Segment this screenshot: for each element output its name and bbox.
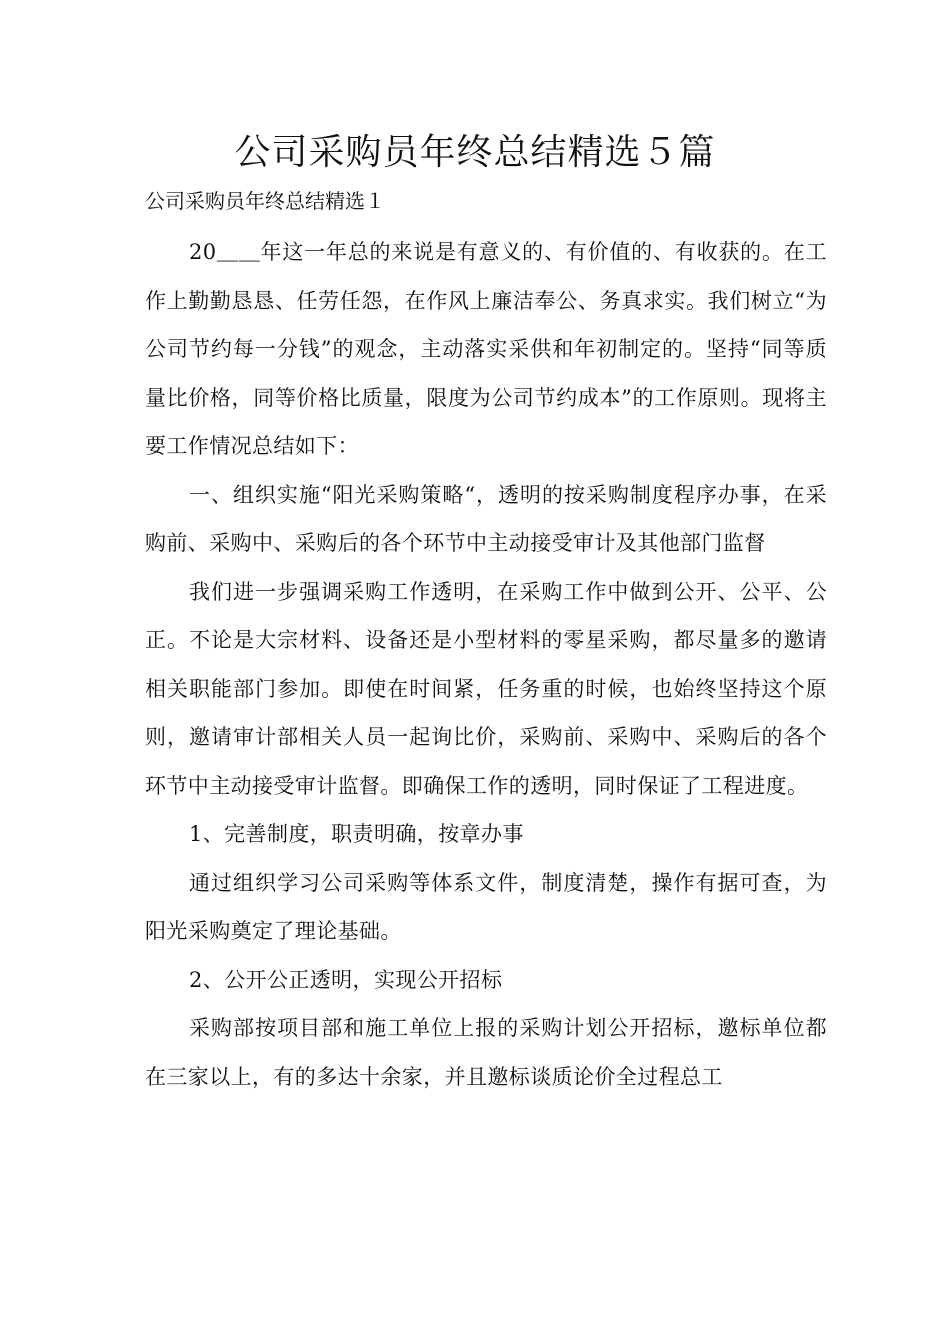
- document-body: [145, 228, 827, 1101]
- paragraph-item-2-heading: 2、公开公正透明，实现公开招标: [189, 967, 503, 992]
- paragraph-item-2-body: 采购部按项目部和施工单位上报的采购计划公开招标，邀标单位都在三家以上，有的多达十余家，并且邀标谈质论价全过程总工: [145, 1016, 827, 1089]
- paragraph-intro: 20＿＿年这一年总的来说是有意义的、有价值的、有收获的。在工作上勤勤恳恳、任劳任怨，在作风上廉洁奉公、务真求实。我们树立“为公司节约每一分钱”的观念，主动落实采供和年初制定的。坚持“同等质量比价格，同等价格比质量，限度为公司节约成本”的工作原则。现将主要工作情况总结如下：: [145, 240, 827, 458]
- paragraph-transparency: 我们进一步强调采购工作透明，在采购工作中做到公开、公平、公正。不论是大宗材料、设备还是小型材料的零星采购，都尽量多的邀请相关职能部门参加。即使在时间紧，任务重的时候，也始终坚持这个原则，邀请审计部相关人员一起询比价，采购前、采购中、采购后的各个环节中主动接受审计监督。即确保工作的透明，同时保证了工程进度。: [145, 579, 827, 798]
- paragraph-section-one: 一、组织实施“阳光采购策略“，透明的按采购制度程序办事，在采购前、采购中、采购后的各个环节中主动接受审计及其他部门监督: [145, 482, 827, 555]
- paragraph-item-1-heading: 1、完善制度，职责明确，按章办事: [189, 822, 524, 846]
- document-title: 公司采购员年终总结精选５篇: [234, 132, 716, 173]
- paragraph-item-1-body: 通过组织学习公司采购等体系文件，制度清楚，操作有据可查，为阳光采购奠定了理论基础。: [145, 870, 827, 943]
- section-heading: 公司采购员年终总结精选１: [145, 189, 385, 213]
